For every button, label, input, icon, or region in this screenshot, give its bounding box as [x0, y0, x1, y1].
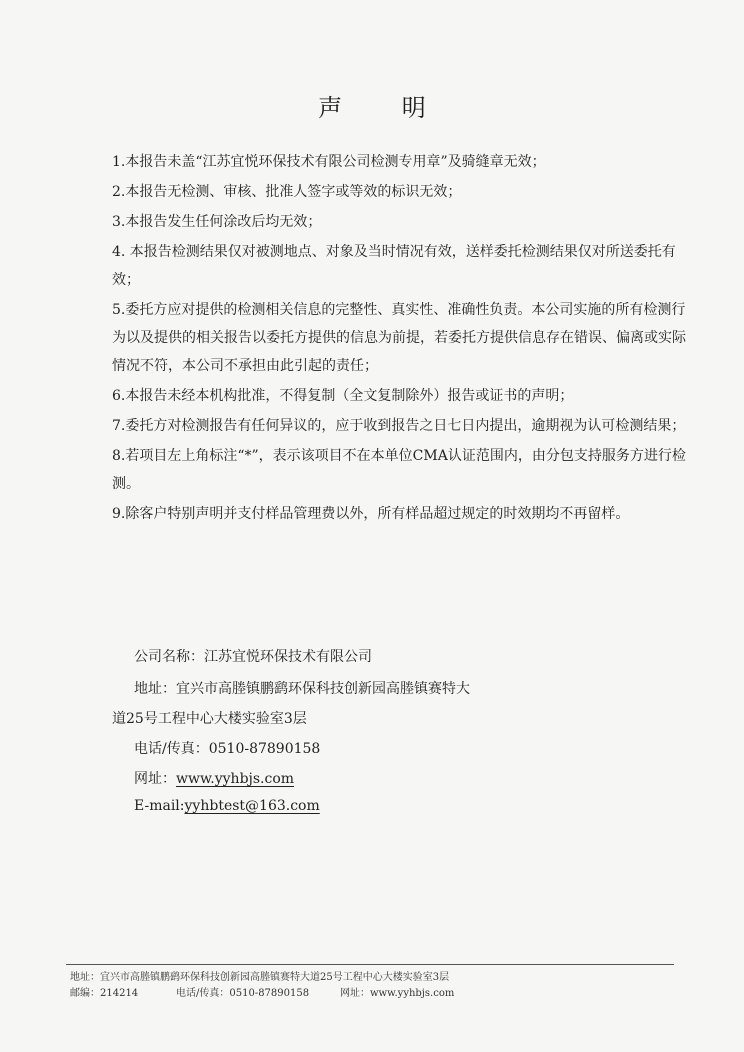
clause-item: 8.若项目左上角标注“*”，表示该项目不在本单位CMA认证范围内，由分包支持服务方进行检测。: [112, 448, 686, 492]
footer-website: 网址：www.yyhbjs.com: [340, 988, 455, 999]
footer-phone: 电话/传真：0510-87890158: [176, 988, 310, 999]
website-link[interactable]: www.yyhbjs.com: [176, 771, 295, 787]
footer-divider: [66, 964, 674, 965]
clause-item: 9.除客户特别声明并支付样品管理费以外，所有样品超过规定的时效期均不再留样。: [112, 506, 630, 522]
clause-list: [112, 148, 692, 528]
company-name: 公司名称：江苏宜悦环保技术有限公司: [134, 649, 372, 665]
email-link[interactable]: yyhbtest@163.com: [184, 798, 320, 814]
company-phone: 电话/传真：0510-87890158: [134, 741, 321, 757]
clause-item: 6.本报告未经本机构批准，不得复制（全文复制除外）报告或证书的声明；: [112, 388, 574, 404]
website-label: 网址：: [134, 771, 176, 787]
email-label: E-mail:: [134, 798, 185, 814]
company-website-row: [134, 768, 294, 788]
company-address-line1: 地址：宜兴市高塍镇鹏鹞环保科技创新园高塍镇赛特大: [134, 681, 470, 697]
company-email-row: [134, 798, 320, 814]
footer-postcode: 邮编：214214: [70, 988, 139, 999]
clause-item: 3.本报告发生任何涂改后均无效；: [112, 214, 322, 230]
company-address-line2: 道25号工程中心大楼实验室3层: [112, 711, 307, 727]
clause-item: 5.委托方应对提供的检测相关信息的完整性、真实性、准确性负责。本公司实施的所有检测行为以及提供的相关报告以委托方提供的信息为前提，若委托方提供信息存在错误、偏离或实际情况不符，本公司不承担由此引起的责任；: [112, 302, 686, 374]
clause-item: 4. 本报告检测结果仅对被测地点、对象及当时情况有效，送样委托检测结果仅对所送委托有效；: [112, 244, 676, 288]
clause-item: 7.委托方对检测报告有任何异议的，应于收到报告之日七日内提出，逾期视为认可检测结果；: [112, 418, 686, 434]
document-title: 声 明: [318, 94, 452, 122]
clause-item: 2.本报告无检测、审核、批准人签字或等效的标识无效；: [112, 184, 462, 200]
clause-item: 1.本报告未盖“江苏宜悦环保技术有限公司检测专用章”及骑缝章无效；: [112, 154, 546, 170]
footer-address: 地址：宜兴市高塍镇鹏鹞环保科技创新园高塍镇赛特大道25号工程中心大楼实验室3层: [70, 972, 450, 983]
